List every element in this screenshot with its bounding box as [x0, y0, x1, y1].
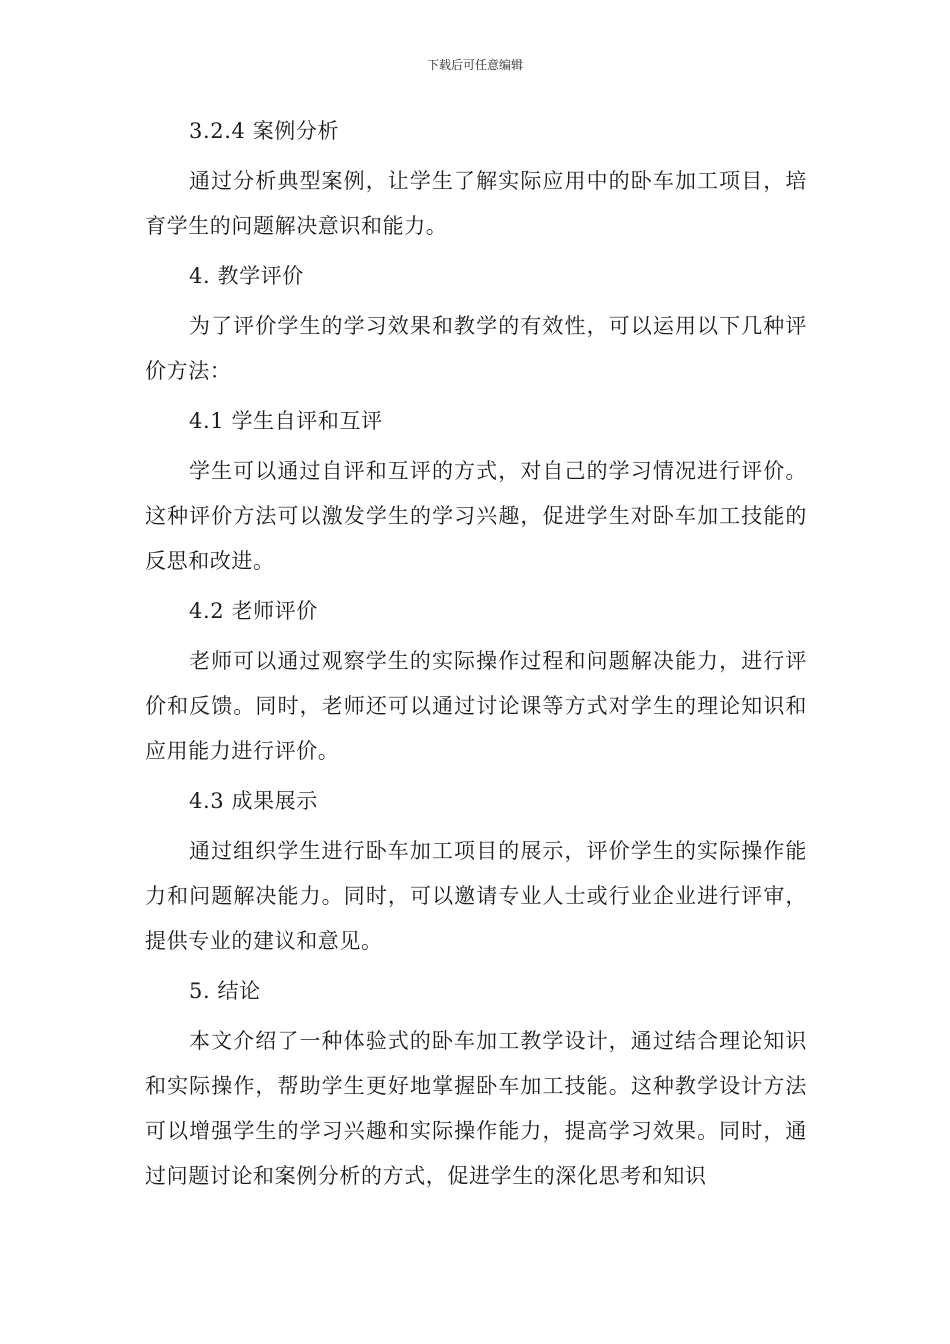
section-heading-4-3: 4.3 成果展示 [189, 789, 318, 813]
paragraph-results-show: 通过组织学生进行卧车加工项目的展示，评价学生的实际操作能力和问题解决能力。同时，可以邀请专业人士或行业企业进行评审，提供专业的建议和意见。 [145, 839, 807, 953]
section-heading-4-1: 4.1 学生自评和互评 [189, 409, 383, 433]
paragraph-teacher-eval: 老师可以通过观察学生的实际操作过程和问题解决能力，进行评价和反馈。同时，老师还可以通过讨论课等方式对学生的理论知识和应用能力进行评价。 [145, 649, 807, 763]
header-note: 下载后可任意编辑 [426, 58, 523, 72]
paragraph-case-analysis: 通过分析典型案例，让学生了解实际应用中的卧车加工项目，培育学生的问题解决意识和能力。 [145, 169, 807, 238]
section-heading-4-2: 4.2 老师评价 [189, 599, 318, 623]
section-heading-5: 5. 结论 [189, 979, 261, 1003]
paragraph-self-peer-eval: 学生可以通过自评和互评的方式，对自己的学习情况进行评价。这种评价方法可以激发学生的学习兴趣，促进学生对卧车加工技能的反思和改进。 [145, 459, 807, 573]
paragraph-evaluation-intro: 为了评价学生的学习效果和教学的有效性，可以运用以下几种评价方法： [145, 314, 807, 383]
paragraph-conclusion: 本文介绍了一种体验式的卧车加工教学设计，通过结合理论知识和实际操作，帮助学生更好地掌握卧车加工技能。这种教学设计方法可以增强学生的学习兴趣和实际操作能力，提高学习效果。同时，通过问题讨论和案例分析的方式，促进学生的深化思考和知识 [145, 1029, 807, 1188]
section-heading-4: 4. 教学评价 [189, 264, 304, 288]
document-body [145, 109, 807, 1204]
section-heading-3-2-4: 3.2.4 案例分析 [189, 119, 340, 143]
